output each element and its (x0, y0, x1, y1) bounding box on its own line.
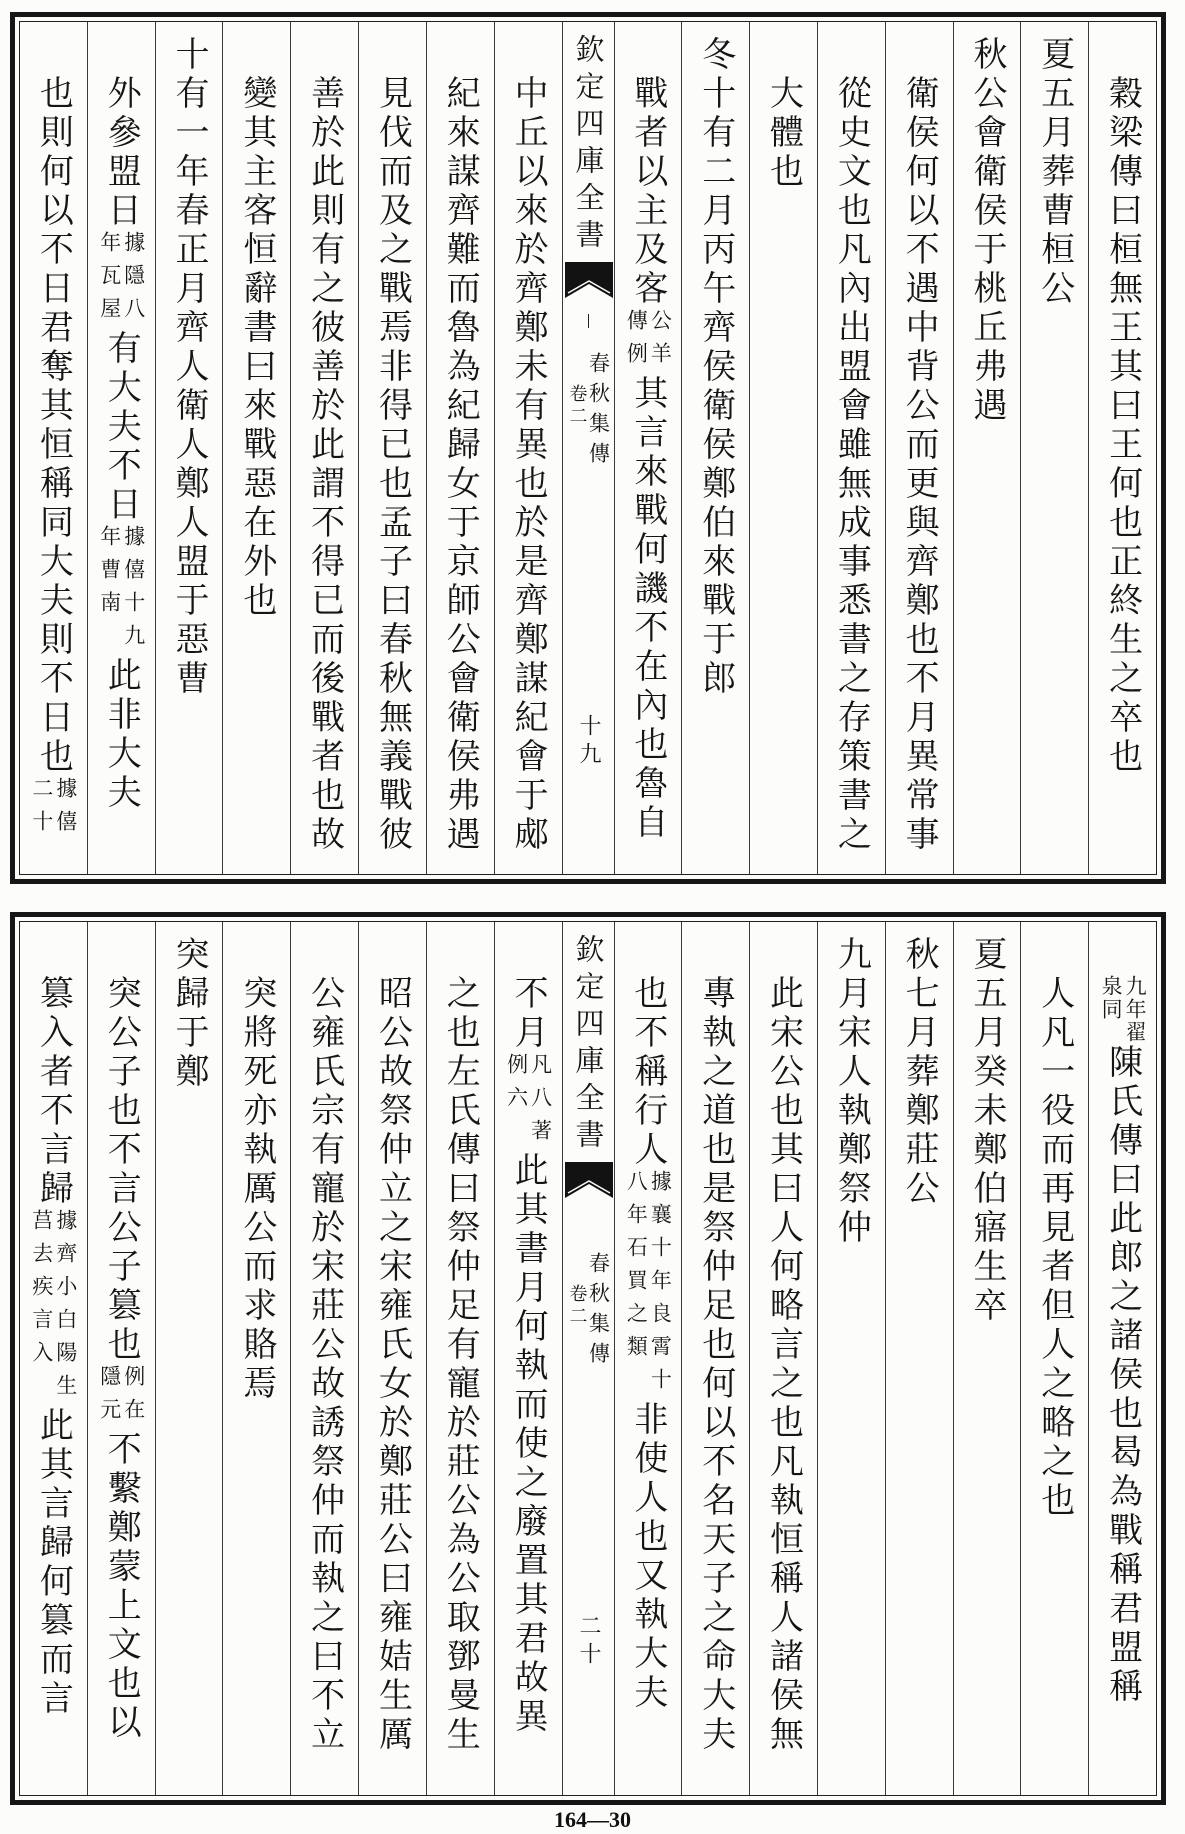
note-right: 據僖 (53, 777, 78, 843)
page-lower (10, 912, 1166, 1805)
text-column (222, 22, 290, 874)
text-grid (19, 21, 1157, 875)
main-text: 大體也 (763, 75, 804, 192)
main-text: 衛侯何以不遇中背公而更與齊鄭也不月異常事 (899, 75, 940, 855)
main-text: 此宋公也其曰人何略言之也凡執恒稱人諸侯無 (763, 975, 804, 1755)
text-column (155, 922, 223, 1795)
annotation-note (1099, 975, 1148, 1044)
main-text: 見伐而及之戰焉非得已也孟子曰春秋無義戰彼 (372, 75, 413, 855)
text-column (155, 22, 223, 874)
annotation-note (31, 777, 76, 843)
main-text: 專執之道也是祭仲足也何以不名天子之命大夫 (695, 975, 736, 1755)
main-text: 人凡一役而再見者但人之略之也 (1034, 975, 1075, 1521)
text-column (426, 22, 494, 874)
text-column (1020, 922, 1088, 1795)
main-text: 秋七月葬鄭莊公 (899, 936, 940, 1209)
collection-title: 欽定四庫全書 (571, 34, 606, 256)
main-text: 此非大夫 (101, 657, 142, 813)
text-column (87, 22, 155, 874)
text-column (87, 922, 155, 1795)
main-text: 突將死亦執厲公而求賂焉 (236, 975, 277, 1404)
text-column (817, 922, 885, 1795)
note-right: 據襄十年良霄十 (648, 1170, 673, 1401)
main-text: 陳氏傳曰此郎之諸侯也曷為戰稱君盟稱 (1102, 1044, 1143, 1707)
note-left: 傳例 (624, 309, 649, 375)
main-text: 夏五月葬曹桓公 (1034, 36, 1075, 309)
text-column (885, 22, 953, 874)
text-column (614, 22, 682, 874)
note-left: 莒去疾言入 (29, 1209, 54, 1374)
page-footer-number: 164—30 (554, 1807, 631, 1832)
text-column (358, 922, 426, 1795)
main-text: 變其主客恒辭書曰來戰惡在外也 (236, 75, 277, 621)
volume-label: 卷二 (566, 384, 588, 428)
page-upper (10, 12, 1166, 884)
note-left: 年瓦屋 (97, 231, 122, 330)
text-column (885, 922, 953, 1795)
note-left: 年曹南 (97, 525, 122, 624)
fishtail-mark (563, 1162, 615, 1202)
text-column (749, 22, 817, 874)
main-text: 之也左氏傳曰祭仲足有寵於莊公為公取鄧曼生 (440, 975, 481, 1755)
main-text: 秋公會衛侯于桃丘弗遇 (966, 36, 1007, 426)
collection-title: 欽定四庫全書 (571, 934, 606, 1156)
annotation-note (99, 1365, 144, 1431)
text-column (1088, 922, 1156, 1795)
annotation-note (506, 1053, 551, 1152)
fishtail-mark (563, 262, 615, 302)
note-left: 泉同 (1099, 975, 1124, 1021)
text-column (817, 22, 885, 874)
annotation-note (624, 1170, 673, 1401)
main-text: 非使人也又執大夫 (627, 1401, 668, 1713)
main-text: 善於此則有之彼善於此謂不得已而後戰者也故 (304, 75, 345, 855)
main-text: 篡入者不言歸 (33, 975, 74, 1209)
main-text: 九月宋人執鄭祭仲 (831, 936, 872, 1248)
text-column (358, 22, 426, 874)
main-text: 不繫鄭蒙上文也以 (101, 1431, 142, 1743)
text-column (426, 922, 494, 1795)
text-column (953, 22, 1021, 874)
note-right: 據齊小白陽生 (53, 1209, 78, 1407)
annotation-note (99, 231, 144, 330)
text-column (494, 922, 562, 1795)
main-text: 外參盟日 (101, 75, 142, 231)
text-column (494, 22, 562, 874)
main-text: 突公子也不言公子篡也 (101, 975, 142, 1365)
text-column (953, 922, 1021, 1795)
annotation-note (624, 309, 673, 375)
text-column (1020, 22, 1088, 874)
book-title: 春秋集傳 (586, 352, 611, 472)
folio-number: 二十 (576, 1614, 601, 1670)
note-right: 公羊 (648, 309, 673, 375)
folio-number: 十九 (576, 714, 601, 770)
text-column (20, 22, 87, 874)
main-text: 此其書月何執而使之廢置其君故異 (508, 1152, 549, 1737)
main-text: 冬十有二月丙午齊侯衛侯鄭伯來戰于郎 (695, 36, 736, 699)
text-column (681, 22, 749, 874)
main-text: 也不稱行人 (627, 975, 668, 1170)
text-column (749, 922, 817, 1795)
book-label (568, 1252, 609, 1372)
volume-label: 卷二 (566, 1284, 588, 1328)
center-strip (562, 922, 614, 1795)
note-left: 八年石買之類 (624, 1170, 649, 1368)
text-column (681, 922, 749, 1795)
note-right: 據隱八 (121, 231, 146, 330)
main-text: 戰者以主及客 (627, 75, 668, 309)
annotation-note (31, 1209, 76, 1407)
main-text: 其言來戰何譏不在內也魯自 (627, 375, 668, 843)
center-tick (588, 314, 590, 328)
main-text: 紀來謀齊難而魯為紀歸女于京師公會衛侯弗遇 (440, 75, 481, 855)
text-grid (19, 921, 1157, 1796)
main-text: 有大夫不日 (101, 330, 142, 525)
text-column (1088, 22, 1156, 874)
main-text: 中丘以來於齊鄭未有異也於是齊鄭謀紀會于郕 (508, 75, 549, 855)
note-right: 九年翟 (1123, 975, 1148, 1044)
note-right: 例在 (121, 1365, 146, 1431)
main-text: 昭公故祭仲立之宋雍氏女於鄭莊公曰雍姞生厲 (372, 975, 413, 1755)
text-column (614, 922, 682, 1795)
main-text: 也則何以不日君奪其恒稱同大夫則不日也 (33, 75, 74, 777)
note-left: 例六 (504, 1053, 529, 1119)
main-text: 不月 (508, 975, 549, 1053)
note-right: 凡八著 (528, 1053, 553, 1152)
book-label (568, 352, 609, 472)
main-text: 突歸于鄭 (169, 936, 210, 1092)
main-text: 十有一年春正月齊人衛人鄭人盟于惡曹 (169, 36, 210, 699)
main-text: 穀梁傳曰桓無王其曰王何也正終生之卒也 (1102, 75, 1143, 777)
main-text: 夏五月癸未鄭伯寤生卒 (966, 936, 1007, 1326)
annotation-note (99, 525, 144, 657)
text-column (290, 922, 358, 1795)
note-left: 隱元 (97, 1365, 122, 1431)
text-column (222, 922, 290, 1795)
center-strip (562, 22, 614, 874)
note-right: 據僖十九 (121, 525, 146, 657)
text-column (20, 922, 87, 1795)
main-text: 公雍氏宗有寵於宋莊公故誘祭仲而執之曰不立 (304, 975, 345, 1755)
text-column (290, 22, 358, 874)
main-text: 從史文也凡內出盟會雖無成事悉書之存策書之 (831, 75, 872, 855)
book-title: 春秋集傳 (586, 1252, 611, 1372)
main-text: 此其言歸何篡而言 (33, 1407, 74, 1719)
note-left: 二十 (29, 777, 54, 843)
